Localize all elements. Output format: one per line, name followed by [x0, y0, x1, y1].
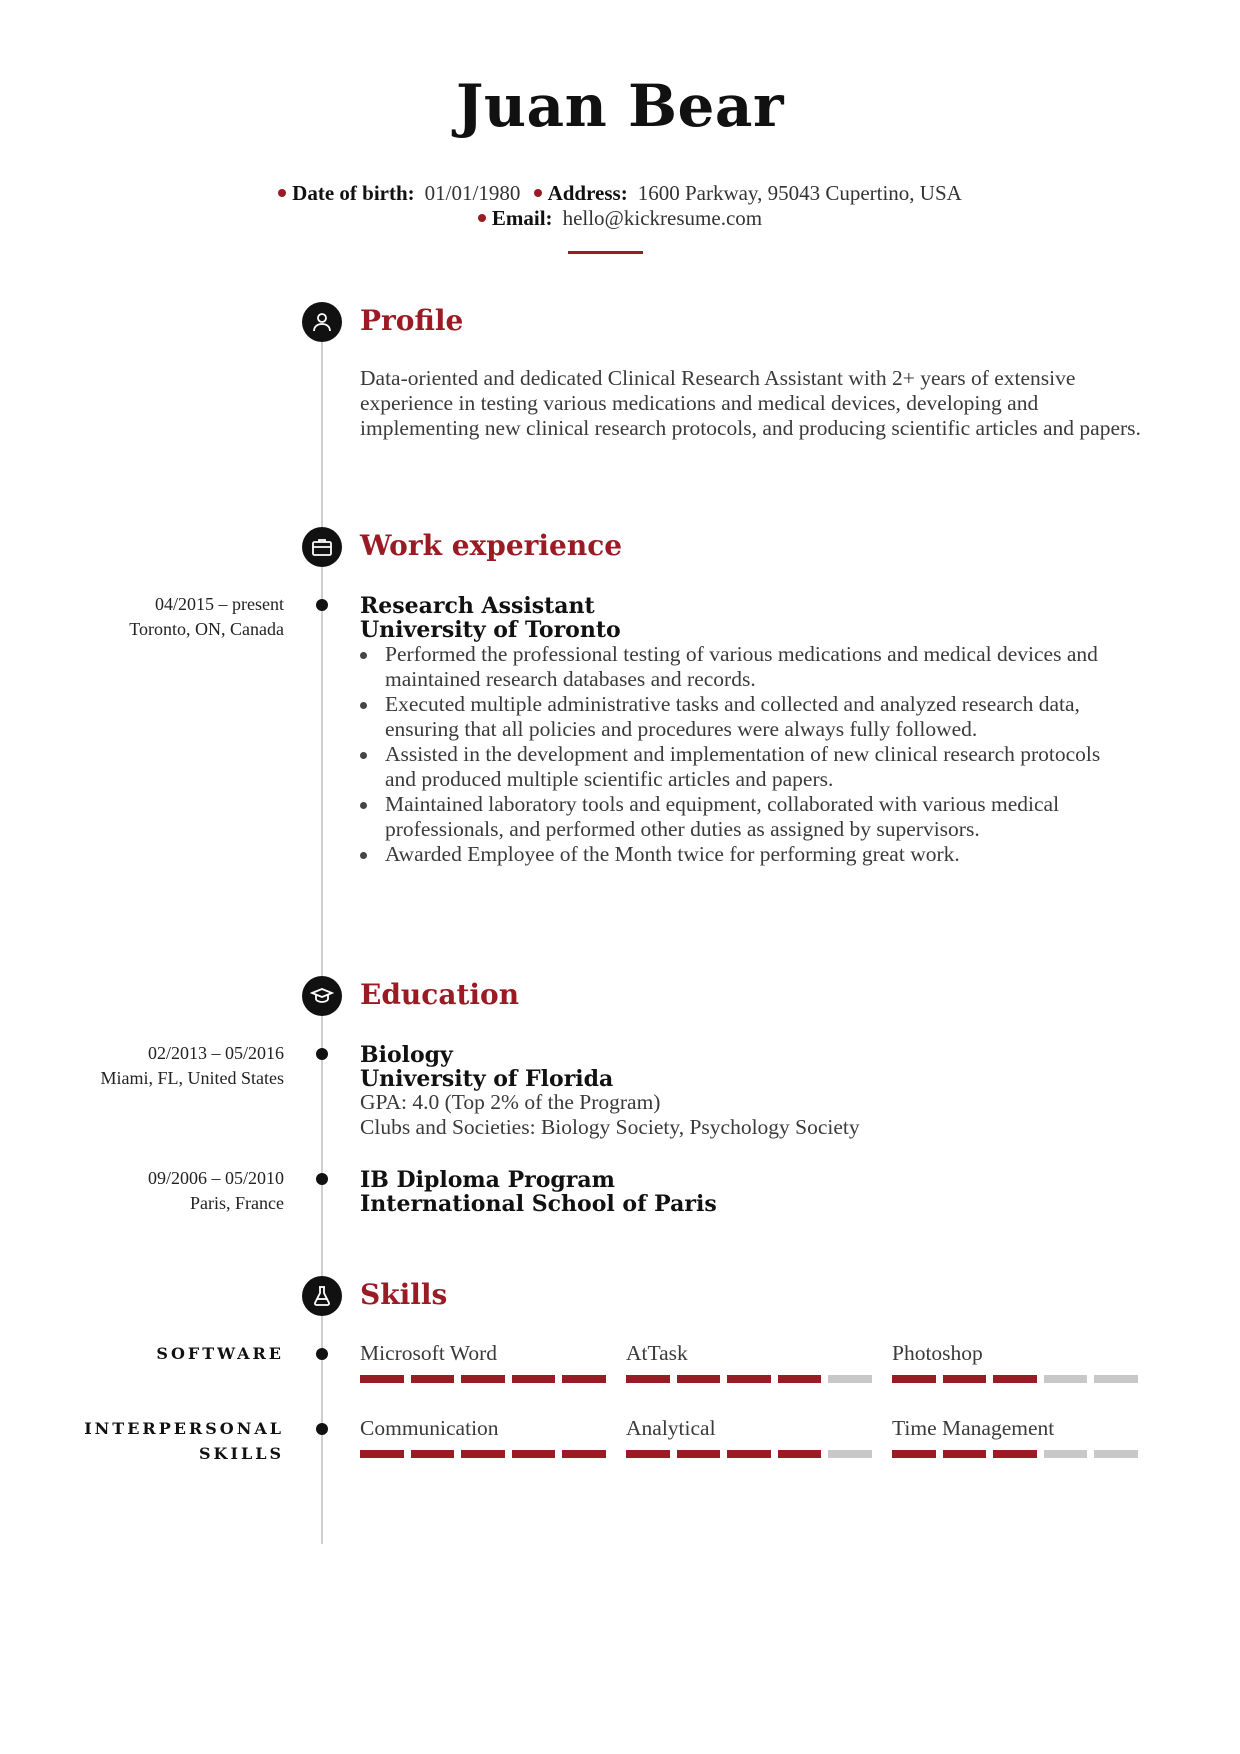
education-degree: IB Diploma Program — [360, 1167, 615, 1193]
skill-name: Communication — [360, 1416, 499, 1440]
person-icon — [302, 302, 342, 342]
skill-name: Time Management — [892, 1416, 1055, 1440]
skill-name: Analytical — [626, 1416, 716, 1440]
header-divider — [568, 251, 643, 254]
skills-title: Skills — [360, 1278, 448, 1311]
skill-level-segment — [626, 1375, 670, 1383]
contact-address — [534, 181, 962, 206]
bullet-dot — [478, 214, 486, 222]
skill-level-bar — [626, 1375, 872, 1383]
list-item: Assisted in the development and implementation of new clinical research protocols and produced multiple scientific articles and papers. — [360, 742, 1120, 792]
skill-item — [626, 1414, 872, 1458]
profile-text: Data-oriented and dedicated Clinical Research Assistant with 2+ years of extensive experience in testing various medications and medical devices, developing and implementing new clinical research protocols, and producing scientific articles and papers. — [360, 366, 1141, 440]
skill-category-name: INTERPERSONAL — [84, 1419, 284, 1438]
job-location: Toronto, ON, Canada — [129, 619, 284, 639]
skill-level-segment — [828, 1375, 872, 1383]
skill-level-bar — [360, 1375, 606, 1383]
skill-category-name: SKILLS — [199, 1444, 284, 1463]
skill-level-segment — [360, 1375, 404, 1383]
skill-level-bar — [626, 1450, 872, 1458]
skill-item — [626, 1339, 872, 1383]
skill-level-segment — [1094, 1450, 1138, 1458]
skill-name: Microsoft Word — [360, 1341, 498, 1365]
contact-line-1 — [0, 181, 1240, 206]
dob-label: Date of birth: — [292, 181, 415, 205]
skill-item — [892, 1414, 1138, 1458]
skill-level-segment — [360, 1450, 404, 1458]
address-value: 1600 Parkway, 95043 Cupertino, USA — [637, 181, 962, 205]
skill-level-bar — [360, 1450, 606, 1458]
bullet-dot — [278, 189, 286, 197]
contact-dob — [278, 181, 520, 206]
list-item: Performed the professional testing of various medications and medical devices and maintained research databases and records. — [360, 642, 1120, 692]
timeline-dot — [316, 1348, 328, 1360]
skill-level-segment — [512, 1450, 556, 1458]
education-school: University of Florida — [360, 1066, 614, 1092]
job-company: University of Toronto — [360, 617, 621, 643]
skill-level-segment — [677, 1375, 721, 1383]
education-dates: 02/2013 – 05/2016 — [147, 1043, 284, 1063]
skill-level-segment — [1044, 1450, 1088, 1458]
skill-level-segment — [778, 1375, 822, 1383]
dob-value: 01/01/1980 — [424, 181, 521, 205]
education-degree: Biology — [360, 1042, 453, 1068]
email-label: Email: — [491, 206, 553, 230]
timeline-dot — [316, 1173, 328, 1185]
skill-name: AtTask — [626, 1341, 688, 1365]
job-meta — [40, 592, 284, 642]
address-label: Address: — [547, 181, 628, 205]
skill-level-segment — [943, 1450, 987, 1458]
timeline-line — [321, 322, 323, 1544]
skill-level-segment — [778, 1450, 822, 1458]
skill-level-bar — [892, 1450, 1138, 1458]
profile-title: Profile — [360, 304, 464, 337]
timeline-dot — [316, 599, 328, 611]
skill-level-segment — [512, 1375, 556, 1383]
timeline-dot — [316, 1423, 328, 1435]
education-school: International School of Paris — [360, 1191, 717, 1217]
job-role: Research Assistant — [360, 593, 595, 619]
job-dates: 04/2015 – present — [155, 594, 284, 614]
skill-level-segment — [562, 1375, 606, 1383]
skill-level-segment — [993, 1375, 1037, 1383]
skill-level-segment — [1044, 1375, 1088, 1383]
candidate-name: Juan Bear — [455, 72, 785, 140]
bullet-dot — [534, 189, 542, 197]
skill-level-segment — [828, 1450, 872, 1458]
skill-level-segment — [943, 1375, 987, 1383]
skill-level-segment — [411, 1375, 455, 1383]
timeline-dot — [316, 1048, 328, 1060]
skill-category — [40, 1341, 284, 1366]
education-location: Miami, FL, United States — [100, 1068, 284, 1088]
work-title: Work experience — [360, 529, 623, 562]
contact-line-2 — [0, 206, 1240, 231]
skill-name: Photoshop — [892, 1341, 983, 1365]
education-detail: GPA: 4.0 (Top 2% of the Program) — [360, 1090, 661, 1114]
education-location: Paris, France — [190, 1193, 284, 1213]
skill-level-segment — [461, 1450, 505, 1458]
skill-level-segment — [562, 1450, 606, 1458]
skill-level-segment — [892, 1450, 936, 1458]
list-item: Executed multiple administrative tasks and collected and analyzed research data, ensuring that all policies and procedures were always fully followed. — [360, 692, 1120, 742]
skill-category-name: SOFTWARE — [156, 1344, 284, 1363]
skill-item — [360, 1414, 606, 1458]
education-dates: 09/2006 – 05/2010 — [147, 1168, 284, 1188]
skill-category — [40, 1416, 284, 1466]
skill-item — [892, 1339, 1138, 1383]
briefcase-icon — [302, 527, 342, 567]
skill-level-segment — [461, 1375, 505, 1383]
skill-item — [360, 1339, 606, 1383]
list-item: Maintained laboratory tools and equipment, collaborated with various medical professionals, and performed other duties as assigned by supervisors. — [360, 792, 1120, 842]
list-item: Awarded Employee of the Month twice for performing great work. — [360, 842, 1120, 867]
skill-level-segment — [411, 1450, 455, 1458]
skill-level-bar — [892, 1375, 1138, 1383]
job-bullets — [360, 642, 1120, 867]
email-value[interactable]: hello@kickresume.com — [562, 206, 763, 230]
skill-level-segment — [1094, 1375, 1138, 1383]
education-detail: Clubs and Societies: Biology Society, Psychology Society — [360, 1115, 860, 1139]
skill-level-segment — [993, 1450, 1037, 1458]
skill-level-segment — [892, 1375, 936, 1383]
education-meta — [40, 1041, 284, 1091]
flask-icon — [302, 1276, 342, 1316]
graduation-cap-icon — [302, 976, 342, 1016]
education-title: Education — [360, 978, 520, 1011]
education-meta — [40, 1166, 284, 1216]
skill-level-segment — [677, 1450, 721, 1458]
skill-level-segment — [727, 1450, 771, 1458]
skill-level-segment — [727, 1375, 771, 1383]
contact-email — [478, 206, 762, 231]
skill-level-segment — [626, 1450, 670, 1458]
